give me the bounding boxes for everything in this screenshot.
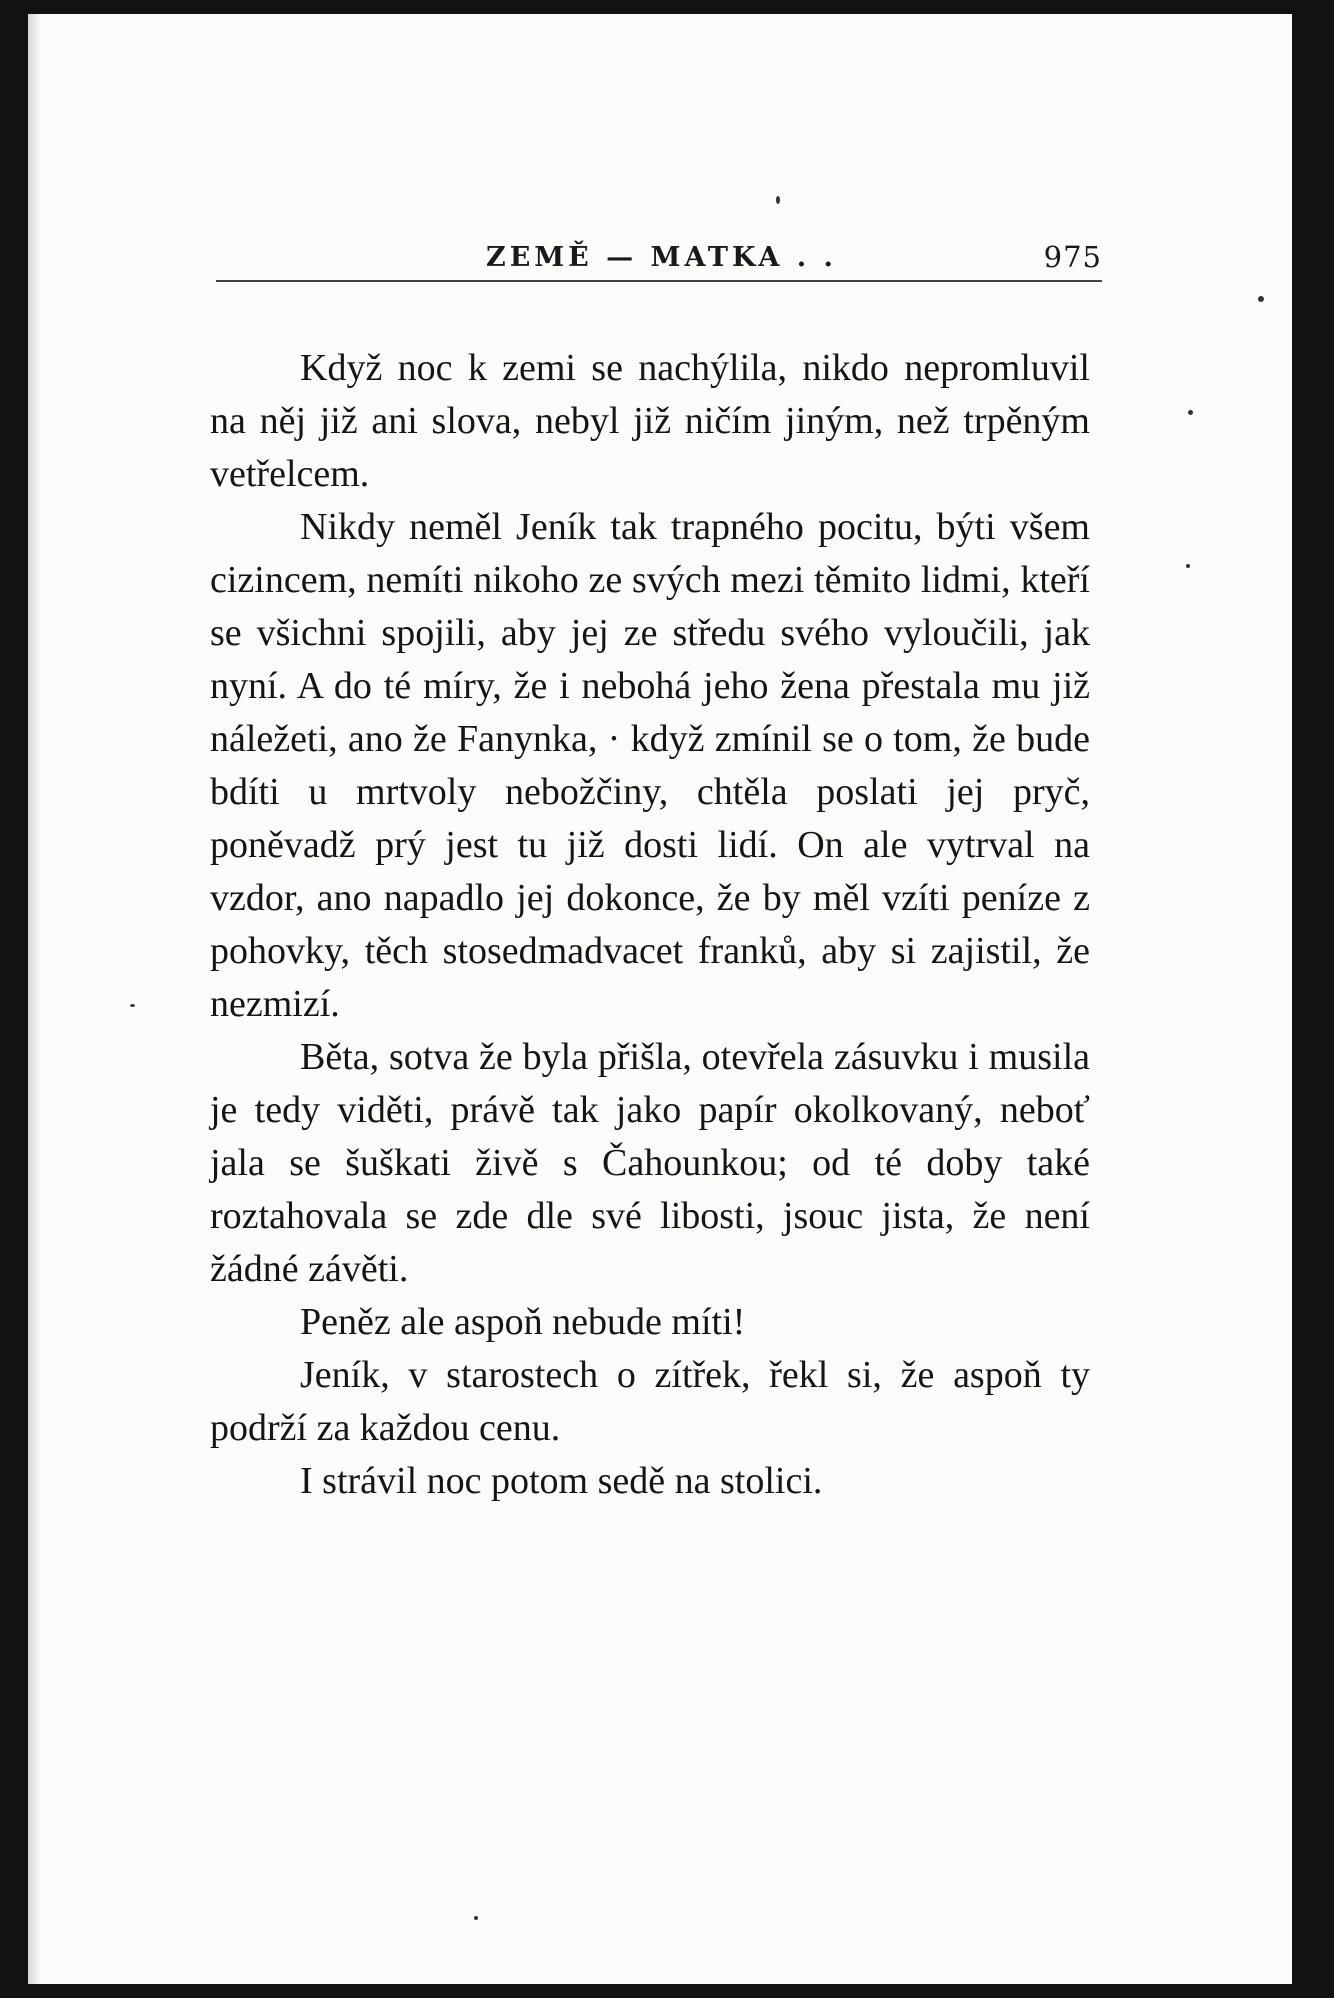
paragraph: I strávil noc potom sedě na stolici. (300, 1460, 823, 1502)
paragraph: Nikdy neměl Jeník tak trapného pocitu, býti všem cizincem, nemíti nikoho ze svých mezi těmito lidmi, kteří se všichni spojili, aby jej ze středu svého vyloučili, jak nyní. A do té míry, že i nebohá jeho žena přestala mu již náležeti, ano že Fanynka, · když zmínil se o tom, že bude bdíti u mrtvoly nebožčiny, chtěla poslati jej pryč, poněvadž prý jest tu již dosti lidí. On ale vytrval na vzdor, ano napadlo jej dokonce, že by měl vzíti peníze z pohovky, těch stosedmadvacet franků, aby si zajistil, že nezmizí. (210, 506, 1090, 1025)
running-title: ZEMĚ — MATKA . . (486, 242, 837, 273)
scan-speck (1186, 564, 1190, 568)
scan-speck (1188, 410, 1193, 415)
page-edge-shadow (28, 14, 42, 1984)
scan-speck (776, 196, 780, 204)
paragraph: Jeník, v starostech o zítřek, řekl si, že aspoň ty podrží za každou cenu. (210, 1354, 1090, 1449)
page-number: 975 (1043, 240, 1102, 274)
body-text (210, 342, 1090, 1508)
running-head (216, 236, 1102, 282)
scan-speck (474, 1916, 478, 1920)
scan-speck (130, 1004, 135, 1007)
paragraph: Peněz ale aspoň nebude míti! (300, 1301, 746, 1343)
paragraph: Běta, sotva že byla přišla, otevřela zásuvku i musila je tedy viděti, právě tak jako papír okolkovaný, neboť jala se šuškati živě s Čahounkou; od té doby také roztahovala se zde dle své libosti, jsouc jista, že není žádné závěti. (210, 1036, 1090, 1290)
scan-speck (1258, 296, 1264, 302)
paragraph: Když noc k zemi se nachýlila, nikdo nepromluvil na něj již ani slova, nebyl již ničím jiným, než trpěným vetřelcem. (210, 347, 1090, 495)
